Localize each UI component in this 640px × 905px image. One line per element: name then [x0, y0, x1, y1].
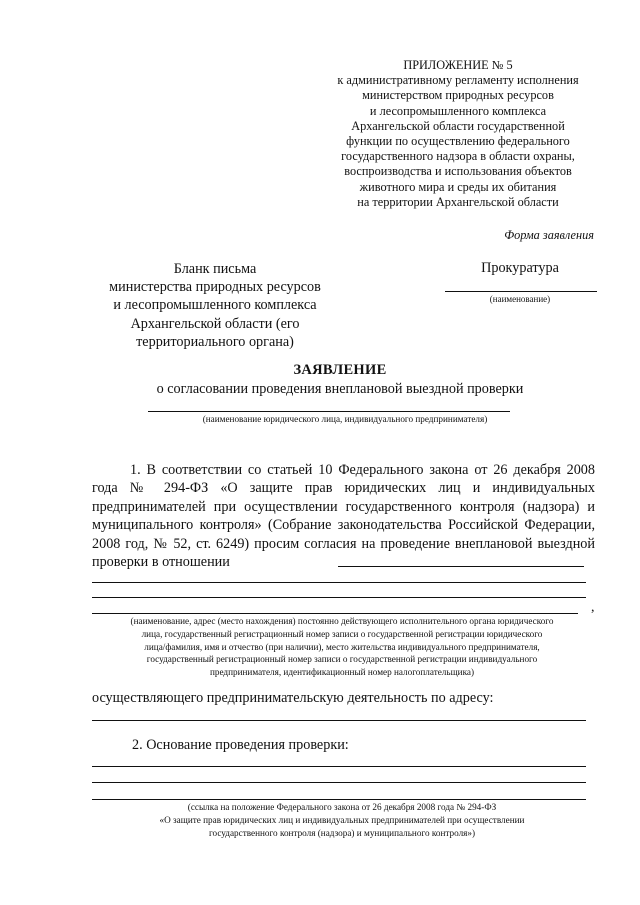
section1-text: 1. В соответствии со статьей 10 Федерального закона от 26 декабря 2008 года № 294-ФЗ «О защите прав юридических лиц и индивидуальных предпринимателей при осуществлении государственного контроля (надзора) и муниципального контроля» (Собрание законодательства Российской Федерации, 2008 год, № 52, ст. 6249) просим согласия на проведение внеплановой выездной проверки в отношении: [92, 462, 595, 571]
caption-line: государственного контроля (надзора) и муниципального контроля»): [208, 828, 476, 838]
subject-details-caption: [92, 615, 592, 679]
caption-line: лица, государственный регистрационный номер записи о государственной регистрации юридического: [141, 628, 543, 639]
caption-line: предпринимателя, идентификационный номер налогоплательщика): [209, 667, 475, 678]
document-subtitle: о согласовании проведения внеплановой выездной проверки: [156, 381, 524, 397]
appendix-line: и лесопромышленного комплекса: [369, 103, 547, 118]
subject-caption: (наименование юридического лица, индивидуального предпринимателя): [202, 414, 488, 424]
activity-address-label: осуществляющего предпринимательскую деятельность по адресу:: [92, 690, 494, 706]
inspection-basis-line[interactable]: [92, 782, 586, 783]
caption-line: «О защите прав юридических лиц и индивидуальных предпринимателей при осуществлении: [159, 815, 525, 825]
inspection-basis-caption: [92, 801, 592, 840]
caption-line: лица/фамилия, имя и отчество (при наличии), место жительства индивидуального предпринимателя,: [144, 641, 540, 652]
subject-details-line[interactable]: [92, 582, 586, 583]
appendix-line: министерством природных ресурсов: [362, 88, 554, 103]
inspection-basis-line[interactable]: [92, 799, 586, 800]
appendix-line: функции по осуществлению федерального: [346, 134, 570, 149]
section1-paragraph: [92, 461, 595, 571]
caption-line: (наименование, адрес (место нахождения) постоянно действующего исполнительного органа юридического: [130, 616, 554, 626]
line-comma: ,: [591, 600, 595, 615]
appendix-line: государственного надзора в области охраны,: [341, 149, 575, 164]
recipient-title: Прокуратура: [481, 260, 559, 276]
section2-title: 2. Основание проведения проверки:: [132, 737, 349, 753]
appendix-line: воспроизводства и использования объектов: [344, 164, 572, 179]
letterhead-line: и лесопромышленного комплекса: [113, 297, 317, 314]
recipient-name-field[interactable]: [445, 291, 597, 292]
letterhead-block: [80, 260, 350, 351]
inspection-basis-field[interactable]: [92, 766, 586, 767]
letterhead-line: министерства природных ресурсов: [109, 279, 321, 296]
appendix-line: Архангельской области государственной: [351, 118, 565, 133]
recipient-caption: (наименование): [489, 294, 551, 304]
subject-details-field[interactable]: [338, 566, 584, 567]
letterhead-line: территориального органа): [136, 333, 294, 350]
appendix-line: к административному регламенту исполнения: [337, 73, 579, 88]
subject-details-line[interactable]: [92, 613, 578, 614]
activity-address-field[interactable]: [92, 720, 586, 721]
caption-line: государственный регистрационный номер записи о государственной регистрации индивидуального: [146, 654, 538, 665]
document-title: ЗАЯВЛЕНИЕ: [293, 362, 387, 378]
letterhead-line: Бланк письма: [173, 261, 257, 277]
form-note: Форма заявления: [504, 228, 594, 242]
appendix-header: [300, 58, 616, 210]
appendix-line: на территории Архангельской области: [357, 194, 559, 209]
appendix-line: животного мира и среды их обитания: [359, 179, 557, 194]
subject-name-field[interactable]: [148, 411, 510, 412]
letterhead-line: Архангельской области (его: [130, 315, 300, 332]
appendix-title: ПРИЛОЖЕНИЕ № 5: [403, 58, 513, 72]
caption-line: (ссылка на положение Федерального закона от 26 декабря 2008 года № 294-ФЗ: [187, 802, 497, 812]
subject-details-line[interactable]: [92, 597, 586, 598]
